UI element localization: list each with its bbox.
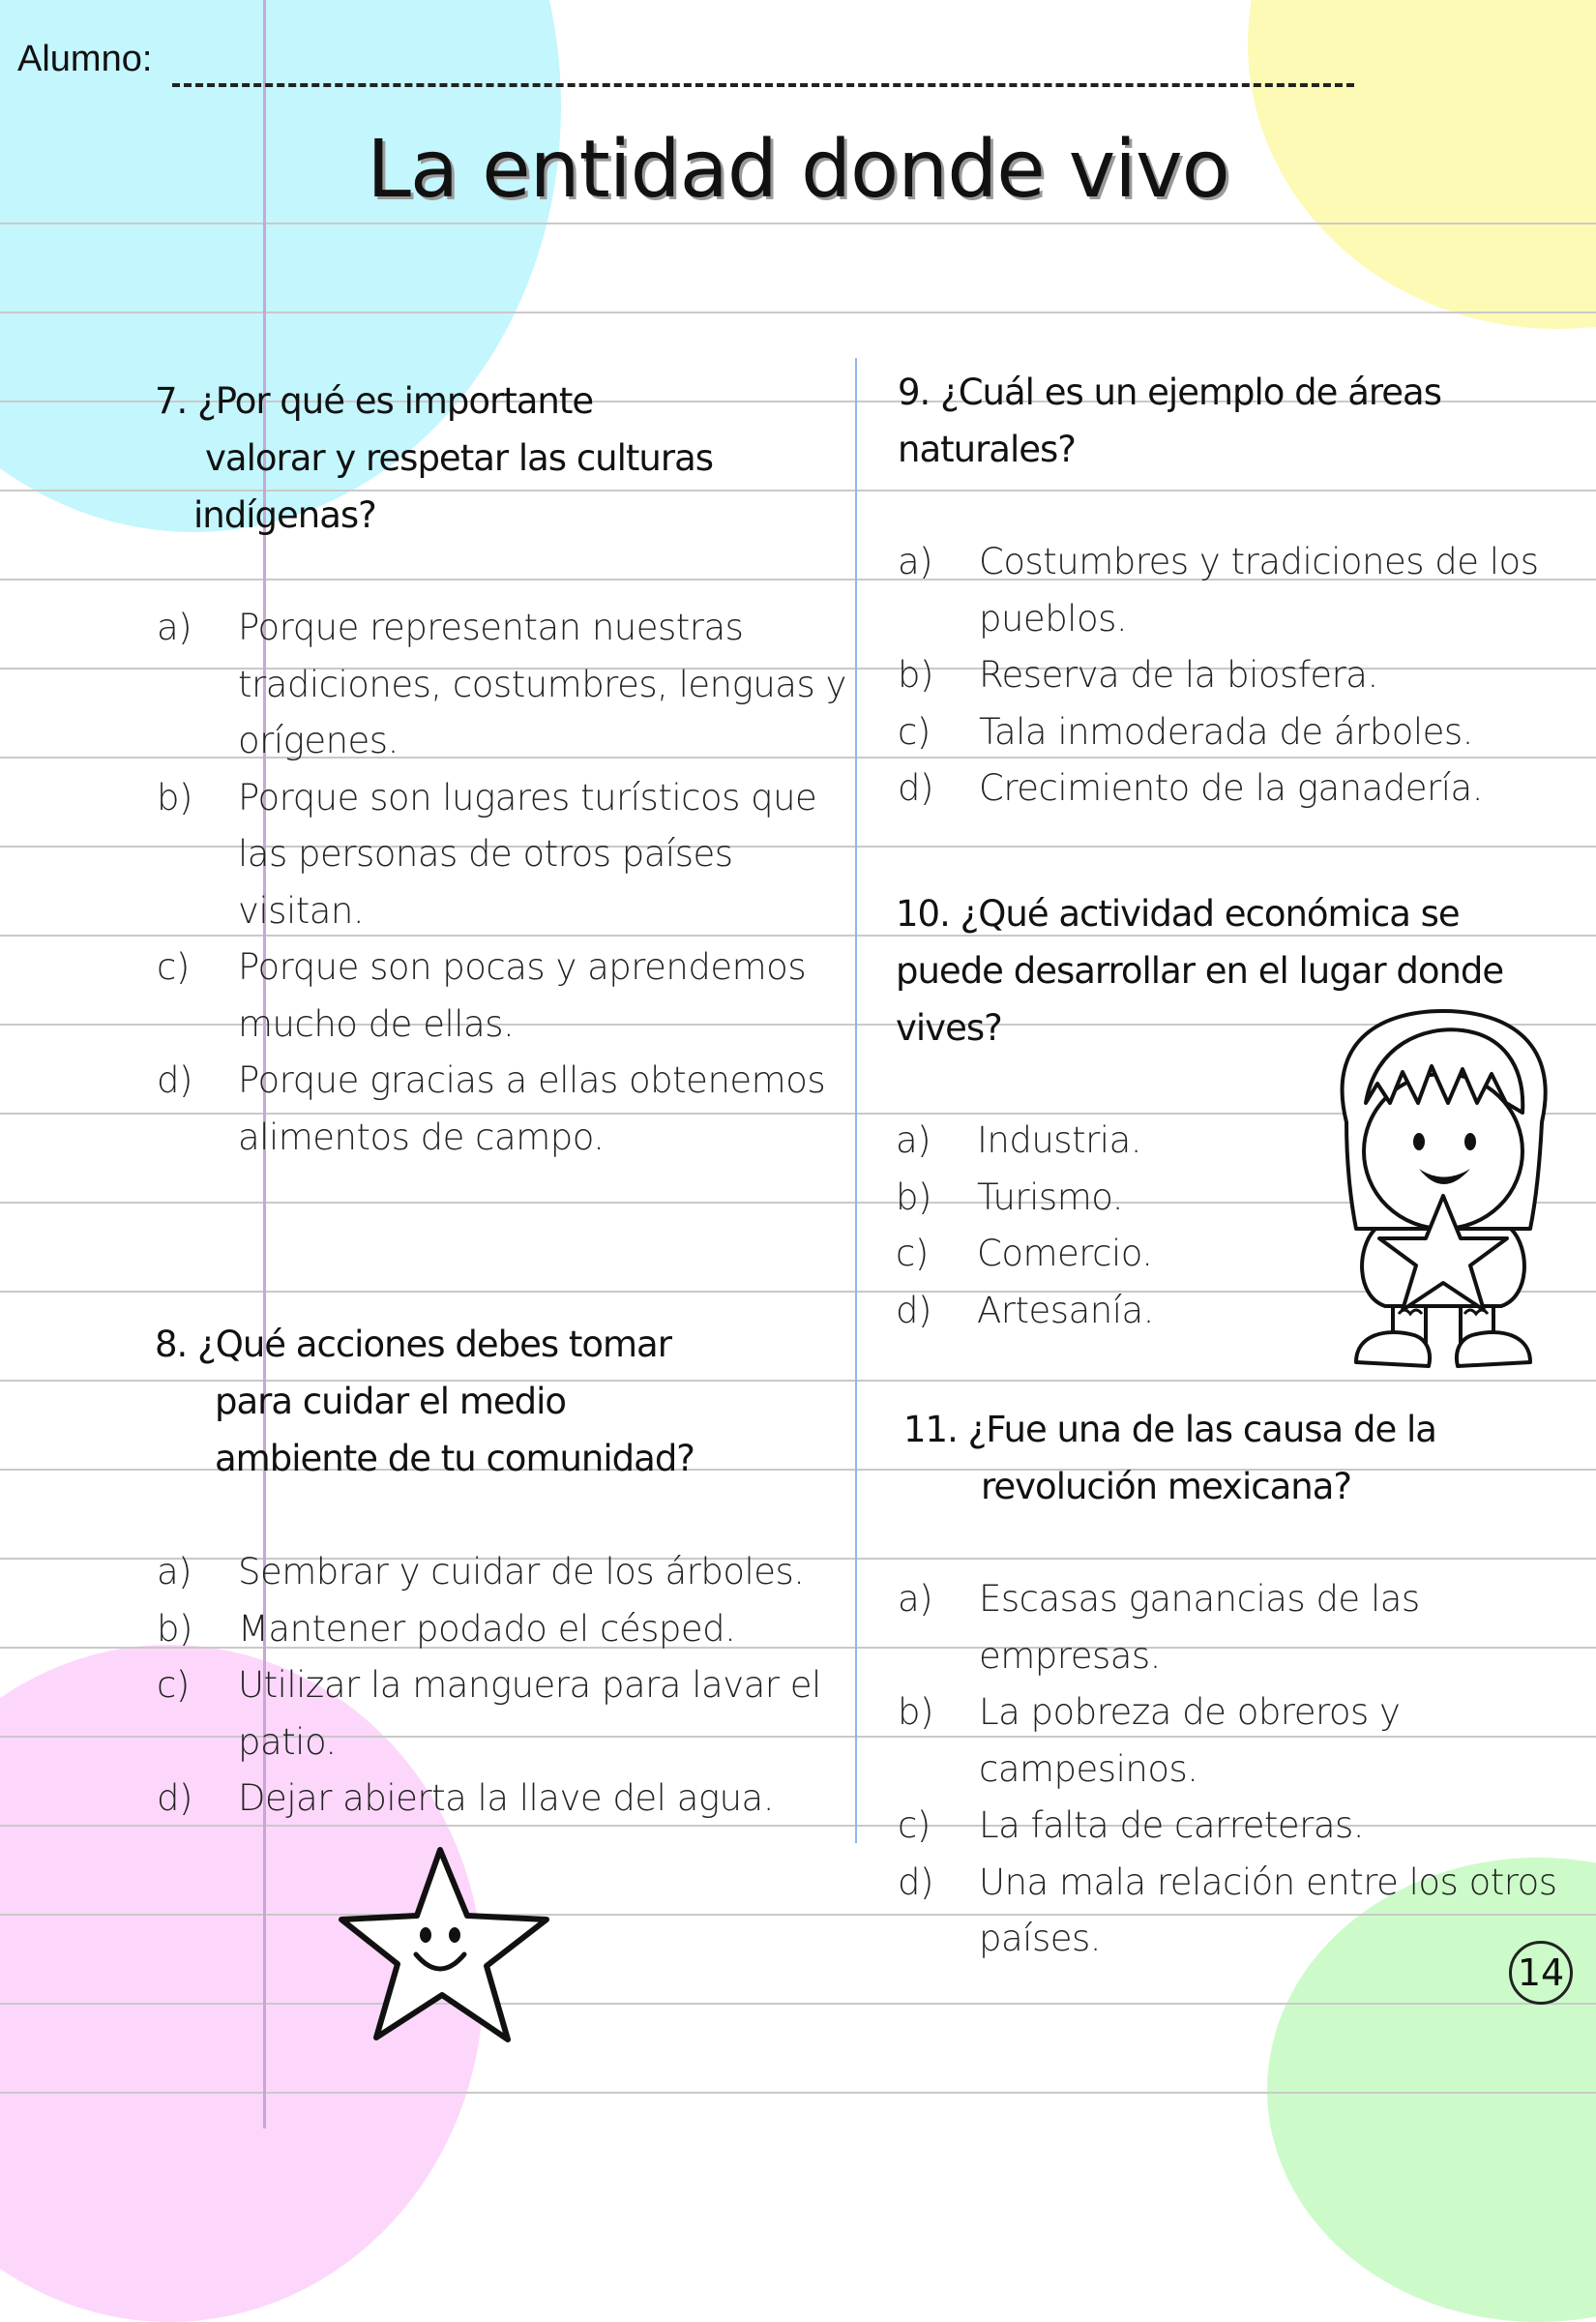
ruled-line [0, 2003, 1596, 2005]
question-7-line-1: 7. ¿Por qué es importante [155, 380, 594, 422]
question-8-option-b[interactable]: b) Mantener podado el césped. [157, 1607, 736, 1650]
question-10-options [896, 1113, 1302, 1339]
question-9-option-c[interactable]: c) Tala inmoderada de árboles. [898, 710, 1473, 753]
question-10-option-c[interactable]: c) Comercio. [896, 1233, 1153, 1274]
question-11-option-a[interactable]: a) Escasas ganancias de las empresas. [898, 1578, 1420, 1677]
question-9 [898, 364, 1441, 478]
question-9-option-d[interactable]: d) Crecimiento de la ganadería. [898, 767, 1483, 809]
page-title: La entidad donde vivo [367, 124, 1229, 216]
question-7-option-a[interactable]: a) Porque representan nuestras tradiciones, costumbres, lenguas y orígenes. [157, 607, 846, 761]
question-11-line-2: revolución mexicana? [981, 1466, 1352, 1507]
girl-with-star-illustration [1317, 1006, 1569, 1384]
column-divider [855, 358, 857, 1843]
smiling-star-illustration [334, 1838, 566, 2051]
ruled-line [0, 312, 1596, 313]
question-8-line-1: 8. ¿Qué acciones debes tomar [155, 1324, 671, 1365]
question-9-option-a[interactable]: a) Costumbres y tradiciones de los pueblos. [898, 541, 1539, 640]
question-9-line-2: naturales? [898, 429, 1076, 470]
question-7-line-3: indígenas? [193, 494, 376, 536]
ruled-line [0, 2092, 1596, 2094]
page-number: 14 [1509, 1941, 1573, 2005]
question-10-option-d[interactable]: d) Artesanía. [896, 1289, 1154, 1331]
question-7-options [157, 600, 853, 1166]
question-8-options [157, 1544, 853, 1828]
question-10-line-2: puede desarrollar en el lugar donde [896, 950, 1504, 992]
question-11-options [898, 1571, 1575, 1968]
question-11-option-d[interactable]: d) Una mala relación entre los otros países. [898, 1861, 1557, 1959]
question-10-option-a[interactable]: a) Industria. [896, 1119, 1142, 1161]
question-11-option-c[interactable]: c) La falta de carreteras. [898, 1804, 1365, 1846]
question-7-line-2: valorar y respetar las culturas [205, 437, 714, 479]
question-8-line-2: para cuidar el medio [215, 1381, 567, 1422]
question-7-option-b[interactable]: b) Porque son lugares turísticos que las personas de otros países visitan. [157, 776, 817, 932]
question-11-option-b[interactable]: b) La pobreza de obreros y campesinos. [898, 1691, 1401, 1790]
question-11 [903, 1401, 1436, 1515]
question-7 [155, 372, 713, 544]
question-9-line-1: 9. ¿Cuál es un ejemplo de áreas [898, 372, 1441, 413]
question-8 [155, 1316, 695, 1487]
question-7-option-d[interactable]: d) Porque gracias a ellas obtenemos alimentos de campo. [157, 1059, 826, 1158]
question-10-line-1: 10. ¿Qué actividad económica se [896, 893, 1460, 935]
student-name-blank[interactable] [172, 83, 1354, 87]
question-8-option-d[interactable]: d) Dejar abierta la llave del agua. [157, 1777, 774, 1819]
ruled-line [0, 223, 1596, 224]
question-9-option-b[interactable]: b) Reserva de la biosfera. [898, 654, 1378, 696]
question-8-option-c[interactable]: c) Utilizar la manguera para lavar el patio. [157, 1664, 821, 1763]
question-8-line-3: ambiente de tu comunidad? [215, 1438, 695, 1479]
question-11-line-1: 11. ¿Fue una de las causa de la [903, 1409, 1436, 1450]
question-10-option-b[interactable]: b) Turismo. [896, 1176, 1123, 1218]
question-9-options [898, 534, 1555, 818]
student-name-label: Alumno: [17, 39, 153, 79]
question-8-option-a[interactable]: a) Sembrar y cuidar de los árboles. [157, 1551, 805, 1593]
question-10-line-3: vives? [896, 1007, 1002, 1049]
question-7-option-c[interactable]: c) Porque son pocas y aprendemos mucho de ellas. [157, 946, 807, 1045]
